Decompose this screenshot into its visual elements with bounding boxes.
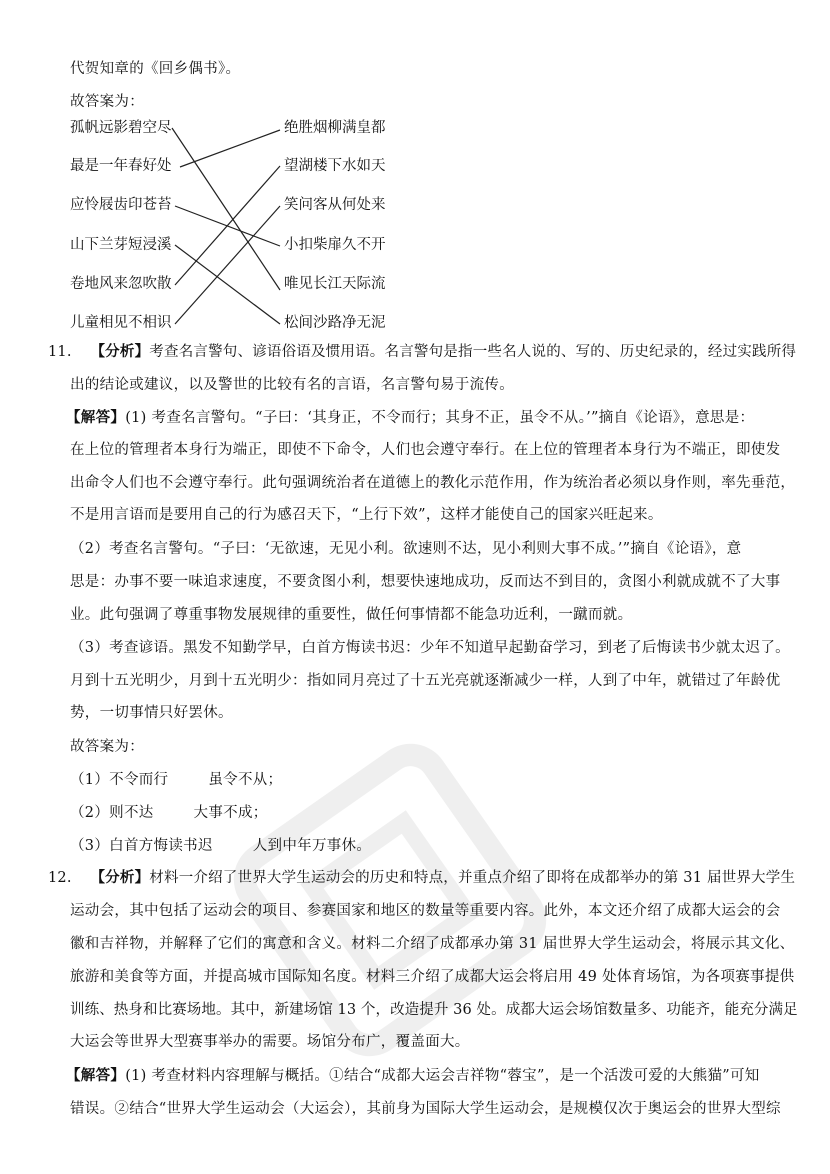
analysis-line: 大运会等世界大型赛事举办的需要。场馆分布广，覆盖面大。: [70, 1034, 470, 1050]
answer-label: 故答案为：: [70, 94, 144, 110]
answer-b: 大事不成；: [193, 805, 268, 821]
answer-a: 白首方悔读书迟: [109, 838, 213, 854]
match-line: [172, 128, 280, 290]
left-item: 卷地风来忽吹散: [70, 276, 172, 292]
analysis-line: 出的结论或建议，以及警世的比较有名的言语，名言警句易于流传。: [70, 377, 514, 393]
analysis-line: 旅游和美食等方面，并提高城市国际知名度。材料三介绍了成都大运会将启用 49 处体育场馆，为各项赛事提供: [70, 969, 795, 985]
intro-line: 代贺知章的《回乡偶书》。: [70, 61, 241, 77]
match-line: [175, 166, 280, 285]
answer-num: （2）: [70, 805, 110, 821]
answer-row: [70, 836, 371, 856]
solution-line: （3）考查谚语。黑发不知勤学早，白首方悔读书迟：少年不知道早起勤奋学习，到老了后悔读书少就太迟了。: [70, 640, 790, 656]
solution-line: [66, 408, 754, 428]
left-item: 山下兰芽短浸溪: [70, 237, 172, 253]
q11-number: 11.: [48, 344, 72, 360]
solution-text: (1) 考查材料内容理解与概括。①结合“成都大运会吉祥物“蓉宝”，是一个活泼可爱的大熊猫”可知: [125, 1068, 760, 1084]
solution-line: （2）考查名言警句。“子曰：‘无欲速，无见小利。欲速则不达，见小利则大事不成。’”摘自《论语》，意: [70, 541, 742, 557]
analysis-tag: 【分析】: [90, 343, 150, 360]
match-line: [175, 245, 280, 324]
solution-line: 业。此句强调了尊重事物发展规律的重要性，做任何事情都不能急功近利，一蹴而就。: [70, 607, 633, 623]
solution-line: 不是用言语而是要用自己的行为感召天下，“上行下效”，这样才能使自己的国家兴旺起来。: [70, 507, 663, 523]
analysis-line: 考查名言警句、谚语俗语及惯用语。名言警句是指一些名人说的、写的、历史纪录的，经过实践所得: [149, 344, 797, 360]
right-item: 望湖楼下水如天: [284, 158, 386, 174]
question-number: [48, 342, 796, 362]
left-item: 应怜屐齿印苍苔: [70, 197, 172, 213]
match-line: [180, 130, 280, 167]
answer-b: 虽令不从；: [208, 772, 283, 788]
match-line: [175, 206, 280, 246]
analysis-tag: 【分析】: [90, 869, 150, 886]
solution-line: 思是：办事不要一味追求速度，不要贪图小利，想要快速地成功，反而达不到目的，贪图小利就成就不了大事: [70, 574, 781, 590]
answer-b: 人到中年万事休。: [252, 838, 372, 854]
question-number: [48, 868, 795, 888]
answer-row: [70, 770, 282, 790]
solution-line: 在上位的管理者本身行为端正，即使不下命令，人们也会遵守奉行。在上位的管理者本身行为不端正，即使发: [70, 442, 781, 458]
solution-text: (1) 考查名言警句。“子曰：‘其身正，不令而行；其身不正，虽令不从。’”摘自《论语》，意思是：: [125, 410, 755, 426]
answer-num: （1）: [70, 772, 110, 788]
solution-line: 出命令人们也不会遵守奉行。此句强调统治者在道德上的教化示范作用，作为统治者必须以身作则，率先垂范，: [70, 475, 796, 491]
left-item: 儿童相见不相识: [70, 315, 172, 331]
solution-line: 势，一切事情只好罢休。: [70, 705, 233, 721]
solution-line: 月到十五光明少，月到十五光明少：指如同月亮过了十五光亮就逐渐减少一样，人到了中年，就错过了年龄优: [70, 673, 781, 689]
analysis-line: 运动会，其中包括了运动会的项目、参赛国家和地区的数量等重要内容。此外，本文还介绍了成都大运会的会: [70, 903, 781, 919]
answer-num: （3）: [70, 838, 110, 854]
answer-row: [70, 803, 268, 823]
answer-a: 则不达: [109, 805, 154, 821]
answer-a: 不令而行: [109, 772, 169, 788]
solution-tag: 【解答】: [66, 409, 126, 426]
analysis-line: 材料一介绍了世界大学生运动会的历史和特点，并重点介绍了即将在成都举办的第 31 届世界大学生: [149, 870, 796, 886]
q12-number: 12.: [48, 870, 72, 886]
analysis-line: 训练、热身和比赛场地。其中，新建场馆 13 个，改造提升 36 处。成都大运会场馆数量多、功能齐，能充分满足: [70, 1002, 798, 1018]
match-line: [175, 206, 280, 324]
left-item: 孤帆远影碧空尽: [70, 120, 172, 136]
right-item: 笑问客从何处来: [284, 197, 386, 213]
solution-line: 错误。②结合“世界大学生运动会（大运会），其前身为国际大学生运动会，是规模仅次于奥运会的世界大型综: [70, 1101, 781, 1117]
analysis-line: 徽和吉祥物，并解释了它们的寓意和含义。材料二介绍了成都承办第 31 届世界大学生运动会，将展示其文化、: [70, 936, 795, 952]
answer-label: 故答案为：: [70, 739, 144, 755]
right-item: 绝胜烟柳满皇都: [284, 120, 386, 136]
right-item: 唯见长江天际流: [284, 276, 386, 292]
solution-tag: 【解答】: [66, 1067, 126, 1084]
solution-line: [66, 1066, 760, 1086]
right-item: 小扣柴扉久不开: [284, 237, 386, 253]
right-item: 松间沙路净无泥: [284, 315, 386, 331]
left-item: 最是一年春好处: [70, 158, 172, 174]
